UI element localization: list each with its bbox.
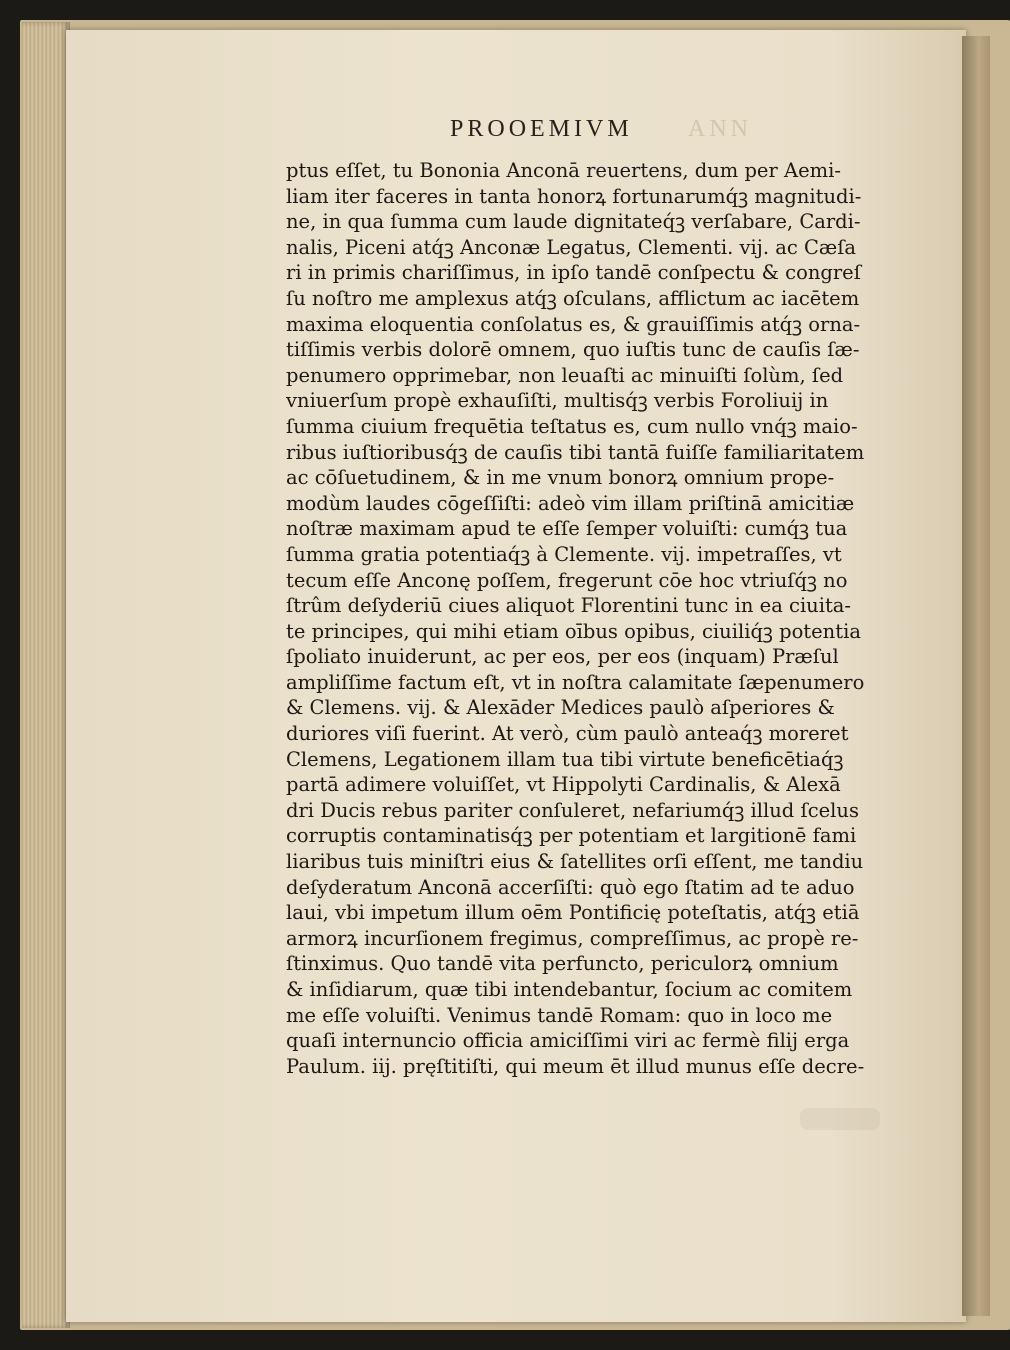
text-line: ptus eſſet, tu Bononia Anconā reuertens, dum per Aemi- <box>286 159 841 182</box>
text-line: Clemens, Legationem illam tua tibi virtute beneficētiaq́ꝫ <box>286 747 844 771</box>
text-line: tecum eſſe Anconę poſſem, fregerunt cōe hoc vtriuſq́ꝫ no <box>286 568 848 592</box>
running-head: PROOEMIVM <box>450 116 633 142</box>
book-gutter <box>962 36 990 1316</box>
text-line: & inſidiarum, quæ tibi intendebantur, ſocium ac comitem <box>286 978 853 1001</box>
text-line: quaſi internuncio officia amiciſſimi viri ac fermè filij erga <box>286 1029 850 1053</box>
body-text <box>286 158 882 1079</box>
text-line: vniuerſum propè exhauſiſti, multisq́ꝫ verbis Foroliuij in <box>286 389 829 413</box>
text-line: armorꝝ incurſionem fregimus, compreſſimus, ac propè re- <box>286 926 859 950</box>
text-line: ac cōſuetudinem, & in me vnum bonorꝝ omnium prope- <box>286 466 835 490</box>
text-line: ſtinximus. Quo tandē vita perfuncto, periculorꝝ omnium <box>286 952 839 976</box>
text-line: & Clemens. vij. & Alexāder Medices paulò aſperiores & <box>286 696 835 720</box>
text-line: te principes, qui mihi etiam oībus opibus, ciuiliq́ꝫ potentia <box>286 619 861 643</box>
text-line: ſu noſtro me amplexus atq́ꝫ oſculans, afflictum ac iacētem <box>286 286 860 310</box>
text-line: me eſſe voluiſti. Venimus tandē Romam: quo in loco me <box>286 1003 833 1027</box>
text-line: ſtrûm deſyderiū ciues aliquot Florentini tunc in ea ciuita- <box>286 594 852 618</box>
text-line: ne, in qua ſumma cum laude dignitateq́ꝫ verſabare, Cardi- <box>286 210 861 234</box>
text-line: ſumma ciuium frequētia teſtatus es, cum nullo vnq́ꝫ maio- <box>286 414 858 438</box>
text-line: ri in primis chariſſimus, in ipſo tandē conſpectu & congreſ <box>286 261 861 285</box>
text-line: partā adimere voluiſſet, vt Hippolyti Cardinalis, & Alexā <box>286 773 841 797</box>
text-line: penumero opprimebar, non leuaſti ac minuiſti ſolùm, ſed <box>286 363 844 387</box>
text-line: noſtræ maximam apud te eſſe ſemper voluiſti: cumq́ꝫ tua <box>286 517 848 541</box>
text-line: ſumma gratia potentiaq́ꝫ à Clemente. vij. impetraſſes, vt <box>286 542 842 566</box>
show-through-smudge <box>800 1108 880 1130</box>
text-line: modùm laudes cōgeſſiſti: adeò vim illam priſtinā amicitiæ <box>286 491 855 515</box>
text-line: duriores viſi fuerint. At verò, cùm paulò anteaq́ꝫ moreret <box>286 722 849 746</box>
text-line: tiſſimis verbis dolorē omnem, quo iuſtis tunc de cauſis ſæ- <box>286 338 860 362</box>
text-line: dri Ducis rebus pariter conſuleret, nefariumq́ꝫ illud ſcelus <box>286 798 859 822</box>
text-line: deſyderatum Anconā accerſiſti: quò ego ſtatim ad te aduo <box>286 875 855 899</box>
page-edges <box>22 22 70 1328</box>
text-line: laui, vbi impetum illum oēm Pontificię poteſtatis, atq́ꝫ etiā <box>286 901 860 925</box>
text-line: maxima eloquentia conſolatus es, & grauiſſimis atq́ꝫ orna- <box>286 312 861 336</box>
text-line: ribus iuſtioribusq́ꝫ de cauſis tibi tantā fuiſſe familiaritatem <box>286 440 865 464</box>
text-line: corruptis contaminatisq́ꝫ per potentiam et largitionē fami <box>286 824 857 848</box>
text-line: ſpoliato inuiderunt, ac per eos, per eos (inquam) Præſul <box>286 645 839 669</box>
show-through-heading: ANN <box>688 116 752 142</box>
text-line: nalis, Piceni atq́ꝫ Anconæ Legatus, Clementi. vij. ac Cæſa <box>286 235 857 259</box>
text-line: liam iter faceres in tanta honorꝝ fortunarumq́ꝫ magnitudi- <box>286 184 862 208</box>
text-line: liaribus tuis miniſtri eius & ſatellites orſi eſſent, me tandiu <box>286 850 864 874</box>
text-line: ampliſſime factum eſt, vt in noſtra calamitate ſæpenumero <box>286 670 865 694</box>
text-line: Paulum. iij. pręſtitiſti, qui meum ēt illud munus eſſe decre- <box>286 1054 865 1078</box>
